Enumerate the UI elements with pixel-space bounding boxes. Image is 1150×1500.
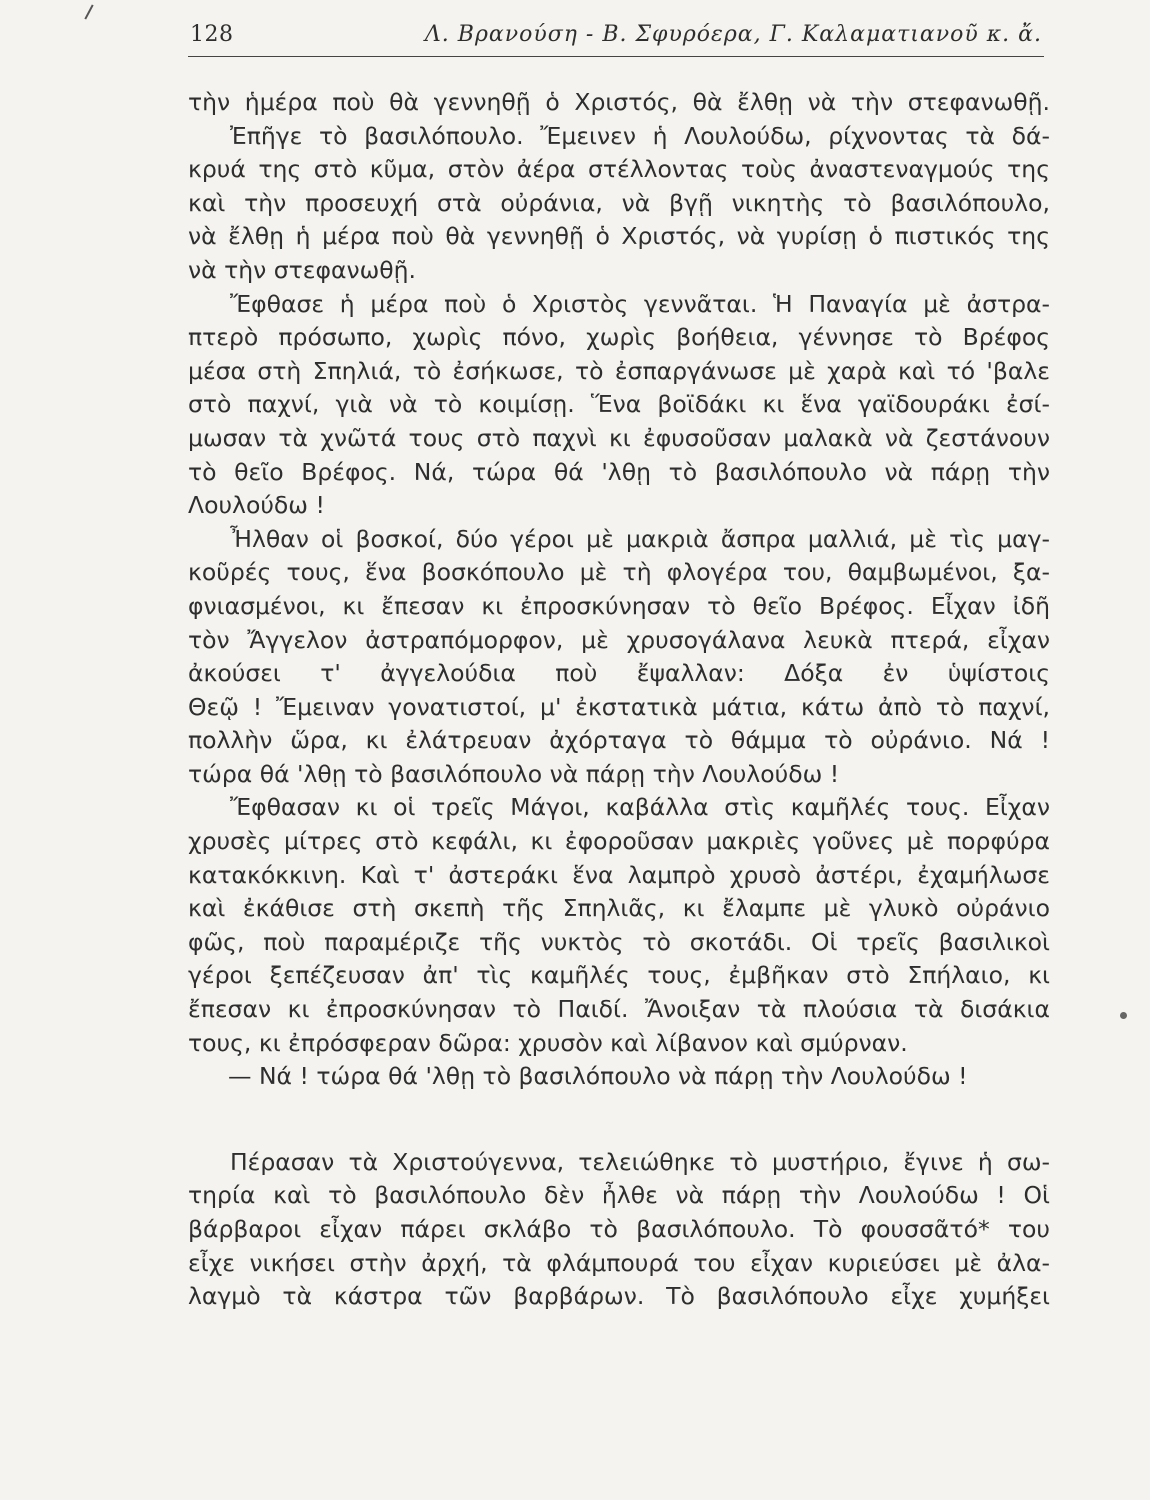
text-line: Πέρασαν τὰ Χριστούγεννα, τελειώθηκε τὸ μυστήριο, ἔγινε ἡ σω- [230,1147,1050,1176]
text-line: Ἦλθαν οἱ βοσκοί, δύο γέροι μὲ μακριὰ ἄσπρα μαλλιά, μὲ τὶς μαγ- [230,524,1050,553]
text-line: λαγμὸ τὰ κάστρα τῶν βαρβάρων. Τὸ βασιλόπουλο εἶχε χυμήξει [188,1282,1050,1311]
text-line: ἀκούσει τ' ἀγγελούδια ποὺ ἔψαλλαν: Δόξα ἐν ὑψίστοις [188,659,1050,688]
margin-dot [1120,1012,1127,1019]
header-authors: Λ. Βρανούση - Β. Σφυρόερα, Γ. Καλαματιανοῦ κ. ἄ. [424,22,1042,47]
text-line: φνιασμένοι, κι ἔπεσαν κι ἐπροσκύνησαν τὸ θεῖο Βρέφος. Εἶχαν ἰδῆ [188,591,1050,620]
text-line: τὴν ἡμέρα ποὺ θὰ γεννηθῇ ὁ Χριστός, θὰ ἔλθῃ νὰ τὴν στεφανωθῇ. [188,88,1050,116]
text-line: πτερὸ πρόσωπο, χωρὶς πόνο, χωρὶς βοήθεια, γέννησε τὸ Βρέφος [188,323,1050,352]
text-line: τὸν Ἄγγελον ἀστραπόμορφον, μὲ χρυσογάλανα λευκὰ πτερά, εἶχαν [188,625,1050,654]
text-line: — Νά ! τώρα θά 'λθῃ τὸ βασιλόπουλο νὰ πάρῃ τὴν Λουλούδω ! [228,1062,968,1091]
text-line: καὶ τὴν προσευχή στὰ οὐράνια, νὰ βγῇ νικητὴς τὸ βασιλόπουλο, [188,188,1050,217]
text-line: κρυά της στὸ κῦμα, στὸν ἀέρα στέλλοντας τοὺς ἀναστεναγμούς της [188,155,1050,184]
text-line: ἔπεσαν κι ἐπροσκύνησαν τὸ Παιδί. Ἄνοιξαν τὰ πλούσια τὰ δισάκια [188,995,1050,1024]
text-line: τώρα θά 'λθῃ τὸ βασιλόπουλο νὰ πάρῃ τὴν Λουλούδω ! [188,759,840,788]
text-line: μωσαν τὰ χνῶτά τους στὸ παχνὶ κι ἐφυσοῦσαν μαλακὰ νὰ ζεστάνουν [188,423,1050,452]
section-gap [188,1094,1050,1146]
text-line: φῶς, ποὺ παραμέριζε τῆς νυκτὸς τὸ σκοτάδι. Οἱ τρεῖς βασιλικοὶ [188,927,1050,956]
page-number: 128 [190,22,234,47]
text-line: νὰ τὴν στεφανωθῇ. [188,255,417,284]
text-line: μέσα στὴ Σπηλιά, τὸ ἐσήκωσε, τὸ ἐσπαργάνωσε μὲ χαρὰ καὶ τό 'βαλε [188,356,1050,385]
text-line: πολλὴν ὥρα, κι ἐλάτρευαν ἀχόρταγα τὸ θάμμα τὸ οὐράνιο. Νά ! [188,726,1050,755]
text-line: βάρβαροι εἶχαν πάρει σκλάβο τὸ βασιλόπουλο. Τὸ φουσσᾶτό* του [188,1215,1050,1243]
body-text [188,86,1050,1314]
text-line: Ἐπῆγε τὸ βασιλόπουλο. Ἔμεινεν ἡ Λουλούδω, ρίχνοντας τὰ δά- [230,121,1050,150]
text-line: κοῦρές τους, ἕνα βοσκόπουλο μὲ τὴ φλογέρα του, θαμβωμένοι, ξα- [188,558,1050,587]
text-line: χρυσὲς μίτρες στὸ κεφάλι, κι ἐφοροῦσαν μακριὲς γοῦνες μὲ πορφύρα [188,827,1050,856]
text-line: τηρία καὶ τὸ βασιλόπουλο δὲν ἦλθε νὰ πάρῃ τὴν Λουλούδω ! Οἱ [188,1181,1050,1210]
text-line: στὸ παχνί, γιὰ νὰ τὸ κοιμίσῃ. Ἕνα βοϊδάκι κι ἕνα γαϊδουράκι ἐσί- [188,390,1050,419]
text-line: Ἔφθασε ἡ μέρα ποὺ ὁ Χριστὸς γεννᾶται. Ἡ Παναγία μὲ ἀστρα- [230,289,1050,318]
text-line: Λουλούδω ! [188,491,325,520]
text-line: Ἔφθασαν κι οἱ τρεῖς Μάγοι, καβάλλα στὶς καμῆλές τους. Εἶχαν [230,793,1050,822]
text-line: εἶχε νικήσει στὴν ἀρχή, τὰ φλάμπουρά του εἶχαν κυριεύσει μὲ ἀλα- [188,1248,1050,1277]
text-line: κατακόκκινη. Καὶ τ' ἀστεράκι ἕνα λαμπρὸ χρυσὸ ἀστέρι, ἐχαμήλωσε [188,860,1050,889]
running-header [188,18,1044,57]
text-line: τὸ θεῖο Βρέφος. Νά, τώρα θά 'λθῃ τὸ βασιλόπουλο νὰ πάρῃ τὴν [188,457,1050,486]
text-line: καὶ ἐκάθισε στὴ σκεπὴ τῆς Σπηλιᾶς, κι ἔλαμπε μὲ γλυκὸ οὐράνιο [188,894,1050,923]
text-line: νὰ ἔλθῃ ἡ μέρα ποὺ θὰ γεννηθῇ ὁ Χριστός, νὰ γυρίσῃ ὁ πιστικός της [188,222,1050,251]
text-line: Θεῷ ! Ἔμειναν γονατιστοί, μ' ἐκστατικὰ μάτια, κάτω ἀπὸ τὸ παχνί, [188,692,1050,721]
text-line: γέροι ξεπέζευσαν ἀπ' τὶς καμῆλές τους, ἐμβῆκαν στὸ Σπήλαιο, κι [188,961,1050,990]
pencil-mark [84,4,93,19]
text-line: τους, κι ἐπρόσφεραν δῶρα: χρυσὸν καὶ λίβανον καὶ σμύρναν. [188,1028,908,1057]
